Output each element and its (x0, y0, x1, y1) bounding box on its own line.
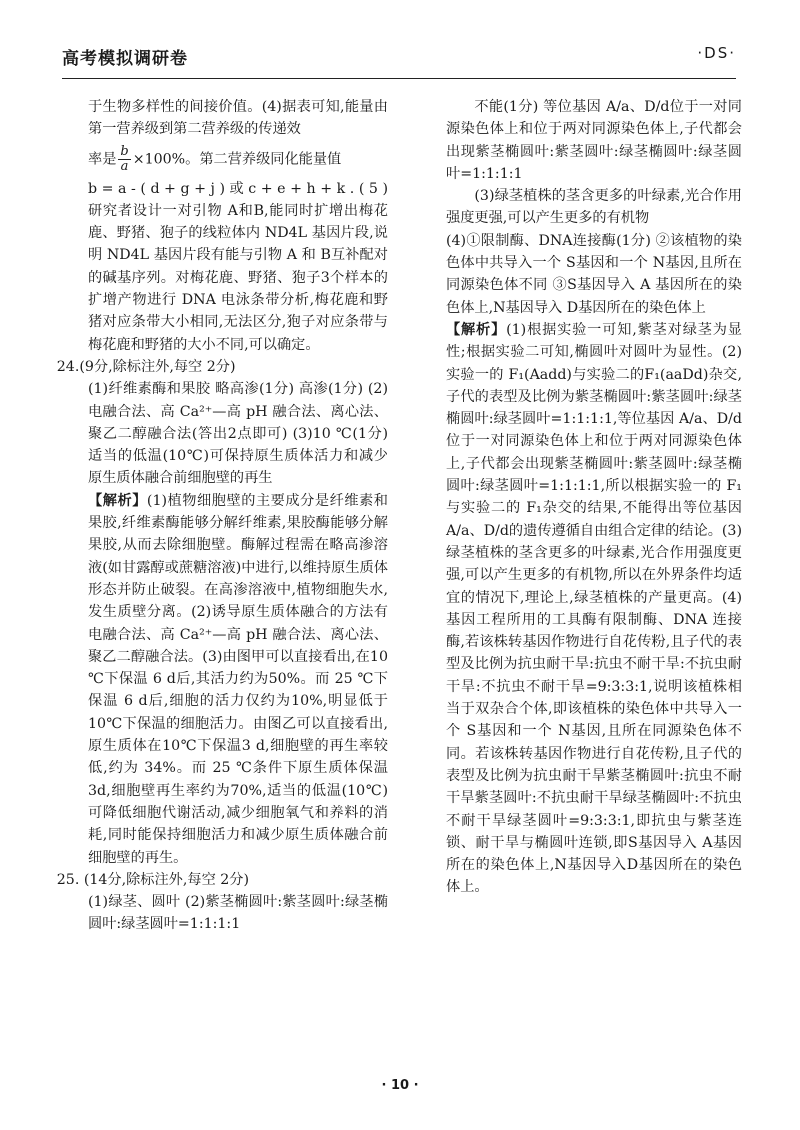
answer-paragraph-23-cont (88, 178, 388, 356)
question-24-analysis (88, 490, 388, 869)
header-divider (62, 78, 736, 79)
analysis-text: (1)植物细胞壁的主要成分是纤维素和果胶,纤维素酶能够分解纤维素,果胶酶能够分解果胶,从而去除细胞壁。酶解过程需在略高渗溶液(如甘露醇或蔗糖溶液)中进行,以维持原生质体形态并防止破裂。在高渗溶液中,植物细胞失水,发生质壁分离。(2)诱导原生质体融合的方法有电融合法、高 Ca²⁺—高 pH 融合法、离心法、聚乙二醇融合法。(3)由图甲可以直接看出,在10 ℃下保温 6 d后,其活力约为50%。而 25 ℃下保温 6 d后,细胞的活力仅约为10%,明显低于 10℃下保温的细胞活力。由图乙可以直接看出,原生质体在10℃下保温3 d,细胞壁的再生率较低,约为 34%。而 25 ℃条件下原生质体保温3d,细胞壁再生率约为70%,适当的低温(10℃)可降低细胞代谢活动,减少细胞氧气和养料的消耗,同时能保持细胞活力和减少原生质体融合前细胞壁的再生。 (88, 492, 388, 866)
answer-paragraph-23-end (88, 96, 388, 141)
question-24-answer: (1)纤维素酶和果胶 略高渗(1分) 高渗(1分) (2)电融合法、高 Ca²⁺—高 pH 融合法、离心法、聚乙二醇融合法(答出2点即可) (3)10 ℃(1分) 适当的低温(10℃)可保持原生质体活力和减少原生质体融合前细胞壁的再生 (88, 381, 388, 487)
fraction-b-over-a (118, 145, 130, 174)
document-header-title: 高考模拟调研卷 (62, 49, 188, 69)
analysis-label: 【解析】 (446, 321, 507, 338)
question-24-heading: 24.(9分,除标注外,每空 2分) (56, 358, 236, 375)
text-fragment: 率是 (88, 151, 117, 168)
document-header-code: ·DS· (697, 44, 736, 62)
question-25-heading: 25. (14分,除标注外,每空 2分) (56, 871, 250, 888)
question-25-analysis (446, 319, 742, 899)
fraction-numerator: b (120, 143, 129, 159)
fraction-denominator: a (120, 158, 129, 174)
right-column (446, 96, 742, 899)
question-25-answer-part1: (1)绿茎、圆叶 (2)紫茎椭圆叶:紫茎圆叶:绿茎椭圆叶:绿茎圆叶=1:1:1:1 (88, 894, 388, 933)
analysis-text: (1)根据实验一可知,紫茎对绿茎为显性;根据实验二可知,椭圆叶对圆叶为显性。(2)实验一的 F₁(Aadd)与实验二的F₁(aaDd)杂交,子代的表型及比例为紫茎椭圆叶:紫茎圆叶:绿茎椭圆叶:绿茎圆叶=1:1:1:1,等位基因 A/a、D/d位于一对同源染色体上和位于两对同源染色体上,子代都会出现紫茎椭圆叶:紫茎圆叶:绿茎椭圆叶:绿茎圆叶=1:1:1:1,所以根据实验一的 F₁与实验二的 F₁杂交的结果,不能得出等位基因 A/a、D/d的遗传遵循自由组合定律的结论。(3)绿茎植株的茎含更多的叶绿素,光合作用强度更强,可以产生更多的有机物,所以在外界条件均适宜的情况下,理论上,绿茎植株的产量更高。(4)基因工程所用的工具酶有限制酶、DNA 连接酶,若该株转基因作物进行自花传粉,且子代的表型及比例为抗虫耐干旱:抗虫不耐干旱:不抗虫耐干旱:不抗虫不耐干旱=9:3:3:1,说明该植株相当于双杂合个体,即该植株的染色体中共导入一个 S基因和一个 N基因,且所在同源染色体不同。若该株转基因作物进行自花传粉,且子代的表型及比例为抗虫耐干旱紫茎椭圆叶:抗虫不耐干旱紫茎圆叶:不抗虫耐干旱绿茎椭圆叶:不抗虫不耐干旱绿茎圆叶=9:3:3:1,即抗虫与紫茎连锁、耐干旱与椭圆叶连锁,即S基因导入 A基因所在的染色体上,N基因导入D基因所在的染色体上。 (446, 321, 742, 896)
text-block: b = a - ( d + g + j ) 或 c + e + h + k . ( 5 ) 研究者设计一对引物 A和B,能同时扩增出梅花鹿、野猪、狍子的线粒体内 ND4L 基因片段,说明 ND4L 基因片段有能与引物 A 和 B互补配对的碱基序列。对梅花鹿、野猪、狍子3个样本的扩增产物进行 DNA 电泳条带分析,梅花鹿和野猪对应条带大小相同,无法区分,狍子对应条带与梅花鹿和野猪的大小不同,可以确定。 (88, 180, 388, 353)
analysis-label: 【解析】 (88, 492, 147, 509)
transfer-efficiency-formula (88, 145, 388, 174)
question-25-answer-part4: (4)①限制酶、DNA连接酶(1分) ②该植物的染色体中共导入一个 S基因和一个 N基因,且所在同源染色体不同 ③S基因导入 A 基因所在的染色体上,N基因导入 D基因所在的染色体上 (446, 232, 742, 316)
text-fragment: ×100%。第二营养级同化能量值 (132, 151, 342, 168)
page-number: · 10 · (381, 1078, 419, 1093)
text-line: 于生物多样性的间接价值。(4)据表可知,能量由第一营养级到第二营养级的传递效 (88, 99, 388, 138)
question-25-answer-part2: 不能(1分) 等位基因 A/a、D/d位于一对同源染色体上和位于两对同源染色体上,子代都会出现紫茎椭圆叶:紫茎圆叶:绿茎椭圆叶:绿茎圆叶=1:1:1:1 (446, 99, 742, 182)
left-column (56, 96, 388, 936)
question-25-answer-part3: (3)绿茎植株的茎含更多的叶绿素,光合作用强度更强,可以产生更多的有机物 (446, 188, 742, 227)
